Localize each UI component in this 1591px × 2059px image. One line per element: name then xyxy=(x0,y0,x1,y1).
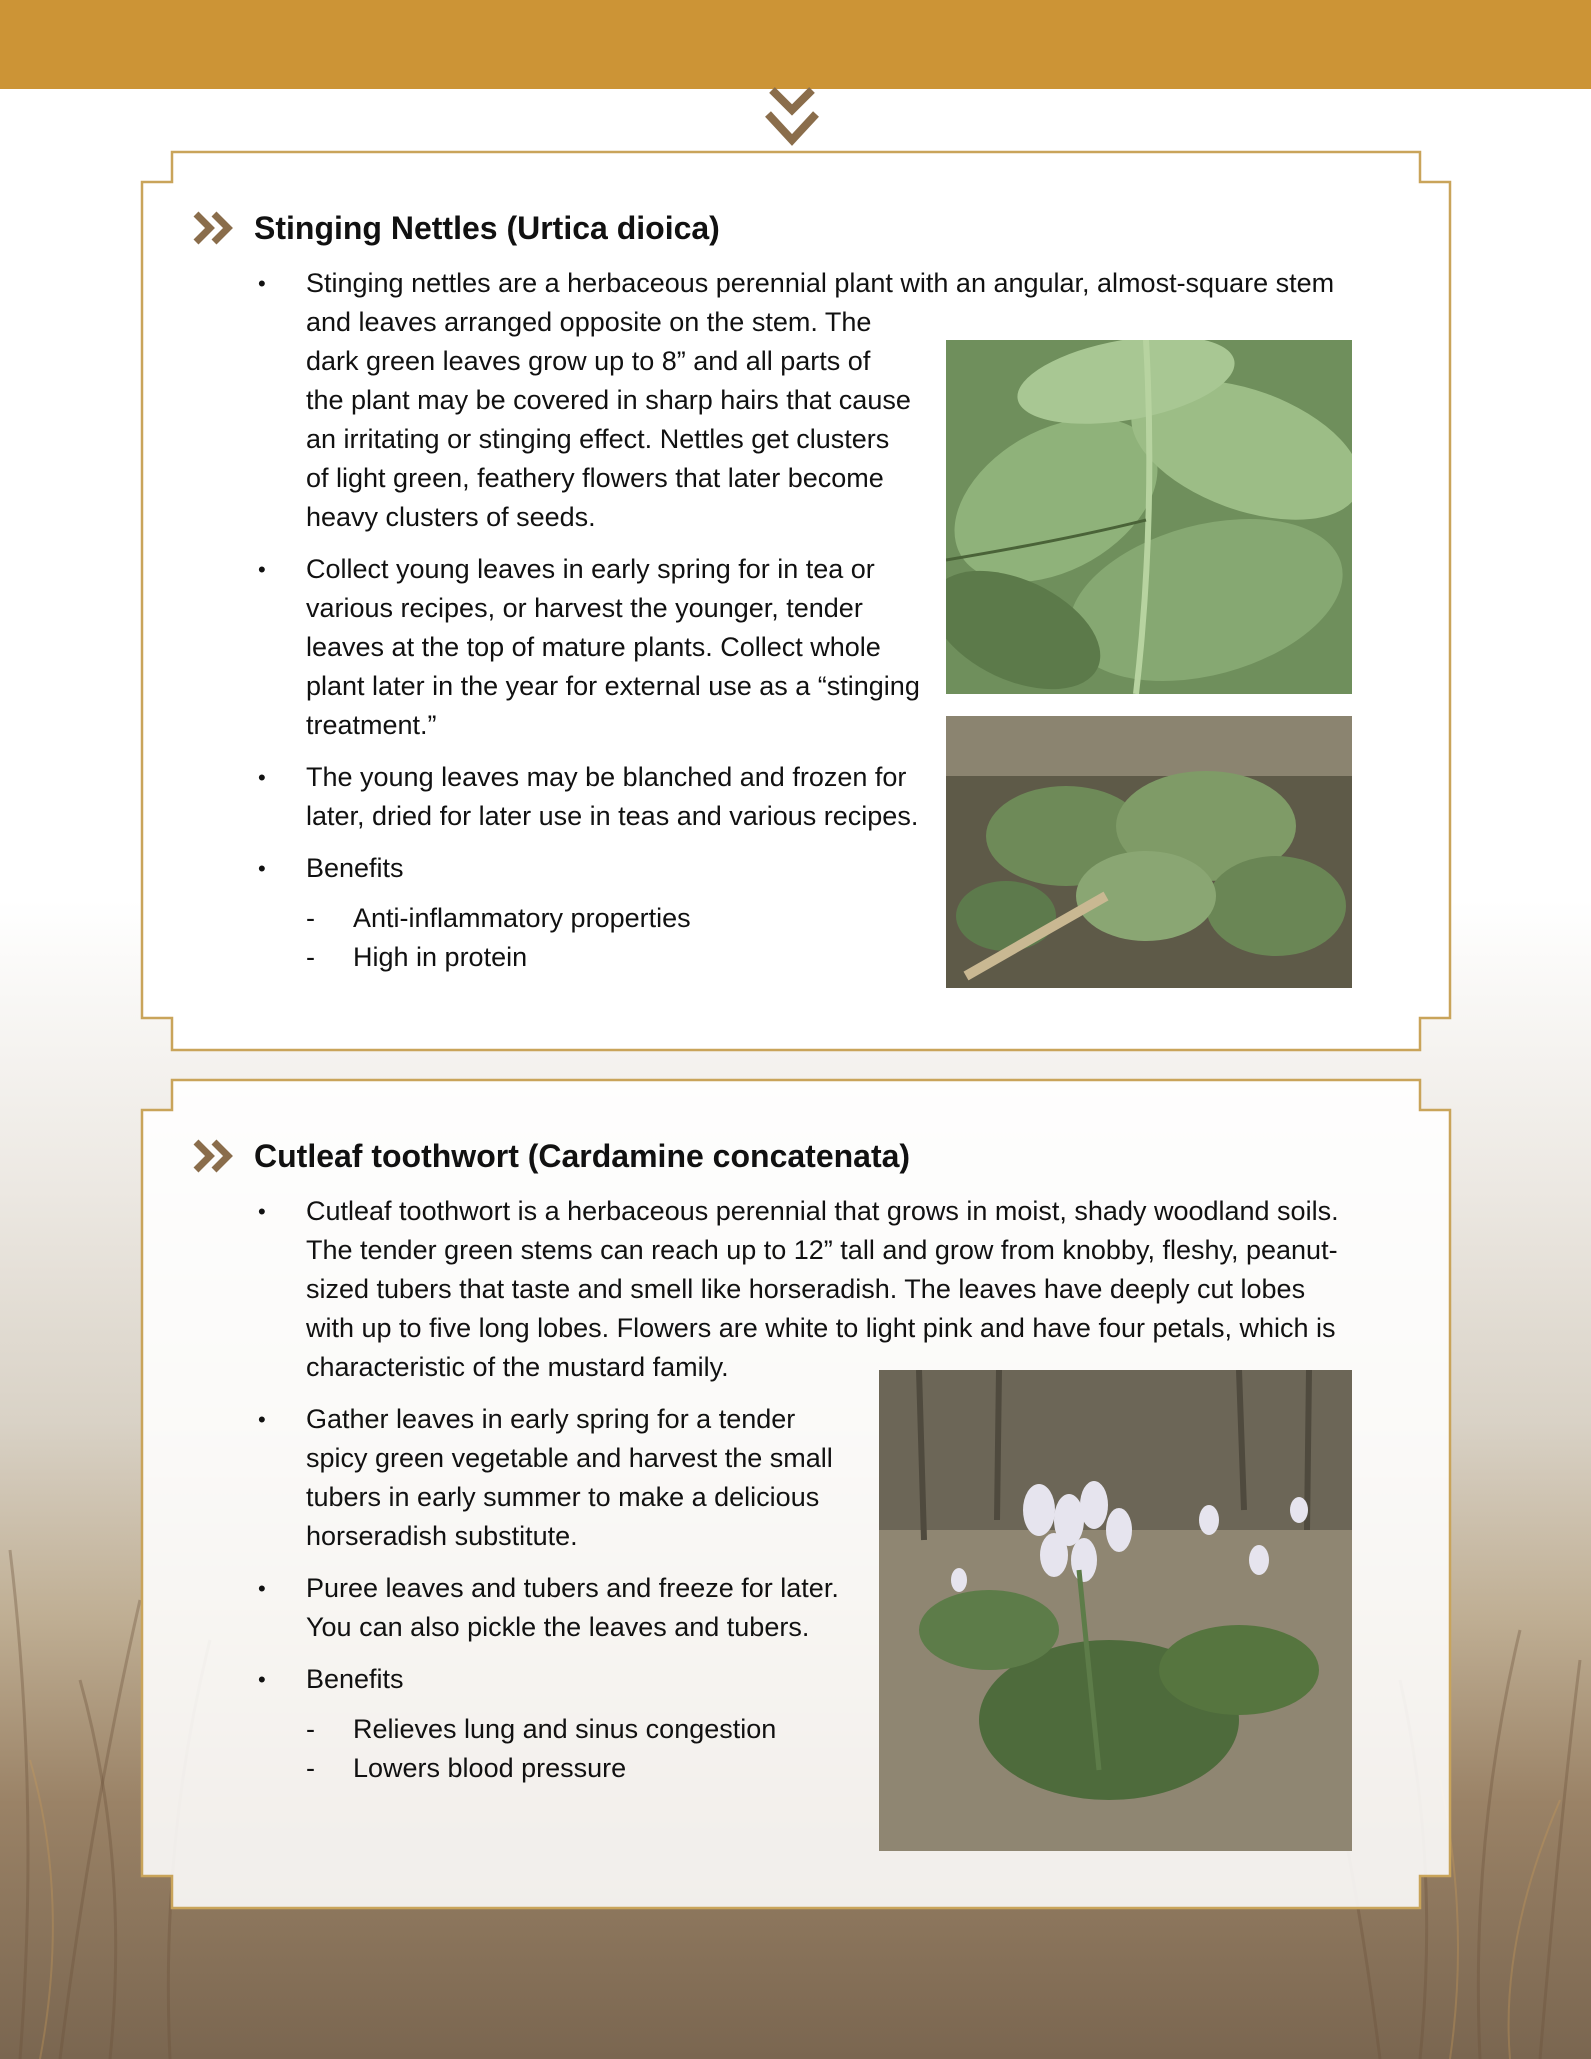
bullet-icon: • xyxy=(258,557,266,582)
nettles-store-line-2: later, dried for later use in teas and various recipes. xyxy=(306,801,919,831)
section-title: Cutleaf toothwort (Cardamine concatenata) xyxy=(254,1137,911,1174)
nettles-store-line-1: The young leaves may be blanched and frozen for xyxy=(306,762,907,792)
nettles-collect-line-5: treatment.” xyxy=(306,710,437,740)
toothwort-desc-line-1: Cutleaf toothwort is a herbaceous perennial that grows in moist, shady woodland soils. xyxy=(306,1196,1339,1226)
nettles-collect-line-2: various recipes, or harvest the younger, tender xyxy=(306,593,863,623)
nettles-desc-line-4: the plant may be covered in sharp hairs that cause xyxy=(306,385,911,415)
nettles-collect-line-1: Collect young leaves in early spring for in tea or xyxy=(306,554,875,584)
bullet-icon: • xyxy=(258,1407,266,1432)
nettles-collect-line-4: plant later in the year for external use as a “stinging xyxy=(306,671,920,701)
nettles-desc-line-7: heavy clusters of seeds. xyxy=(306,502,596,532)
toothwort-desc-line-5: characteristic of the mustard family. xyxy=(306,1352,729,1382)
nettles-desc-line-2: and leaves arranged opposite on the stem. The xyxy=(306,307,872,337)
nettles-collect-line-3: leaves at the top of mature plants. Collect whole xyxy=(306,632,881,662)
toothwort-gather-line-1: Gather leaves in early spring for a tender xyxy=(306,1404,796,1434)
young-nettles-photo xyxy=(946,716,1352,988)
toothwort-desc-line-4: with up to five long lobes. Flowers are white to light pink and have four petals, which is xyxy=(306,1313,1336,1343)
toothwort-gather-line-3: tubers in early summer to make a delicious xyxy=(306,1482,820,1512)
bullet-icon: • xyxy=(258,1667,266,1692)
nettles-panel xyxy=(140,150,1452,1053)
chevron-down-icon xyxy=(762,86,822,156)
dash-marker: - xyxy=(306,942,315,972)
nettles-desc-line-3: dark green leaves grow up to 8” and all parts of xyxy=(306,346,871,376)
toothwort-store-line-2: You can also pickle the leaves and tubers. xyxy=(306,1612,810,1642)
dash-marker: - xyxy=(306,1714,315,1744)
toothwort-flowers-photo xyxy=(879,1370,1352,1851)
benefit-item: Relieves lung and sinus congestion xyxy=(353,1714,777,1744)
bullet-icon: • xyxy=(258,765,266,790)
toothwort-desc-line-2: The tender green stems can reach up to 12” tall and grow from knobby, fleshy, peanut- xyxy=(306,1235,1338,1265)
nettles-desc-line-1: Stinging nettles are a herbaceous perennial plant with an angular, almost-square stem xyxy=(306,268,1335,298)
benefit-item: Anti-inflammatory properties xyxy=(353,903,691,933)
nettles-desc-line-6: of light green, feathery flowers that later become xyxy=(306,463,884,493)
dash-marker: - xyxy=(306,1753,315,1783)
toothwort-panel xyxy=(140,1078,1452,1911)
toothwort-gather-line-2: spicy green vegetable and harvest the small xyxy=(306,1443,833,1473)
toothwort-gather-line-4: horseradish substitute. xyxy=(306,1521,578,1551)
toothwort-desc-line-3: sized tubers that taste and smell like horseradish. The leaves have deeply cut lobes xyxy=(306,1274,1306,1304)
double-chevron-icon xyxy=(192,208,240,248)
benefit-item: High in protein xyxy=(353,942,528,972)
bullet-icon: • xyxy=(258,1199,266,1224)
benefits-label: Benefits xyxy=(306,853,404,883)
nettle-leaves-photo xyxy=(946,340,1352,694)
double-chevron-icon xyxy=(192,1136,240,1176)
benefits-label: Benefits xyxy=(306,1664,404,1694)
bullet-icon: • xyxy=(258,271,266,296)
top-accent-bar xyxy=(0,0,1591,89)
section-title: Stinging Nettles (Urtica dioica) xyxy=(254,209,720,246)
toothwort-heading xyxy=(192,1136,910,1176)
benefit-item: Lowers blood pressure xyxy=(353,1753,627,1783)
nettles-heading xyxy=(192,208,720,248)
nettles-desc-line-5: an irritating or stinging effect. Nettles get clusters xyxy=(306,424,890,454)
dash-marker: - xyxy=(306,903,315,933)
toothwort-store-line-1: Puree leaves and tubers and freeze for later. xyxy=(306,1573,839,1603)
bullet-icon: • xyxy=(258,856,266,881)
bullet-icon: • xyxy=(258,1576,266,1601)
